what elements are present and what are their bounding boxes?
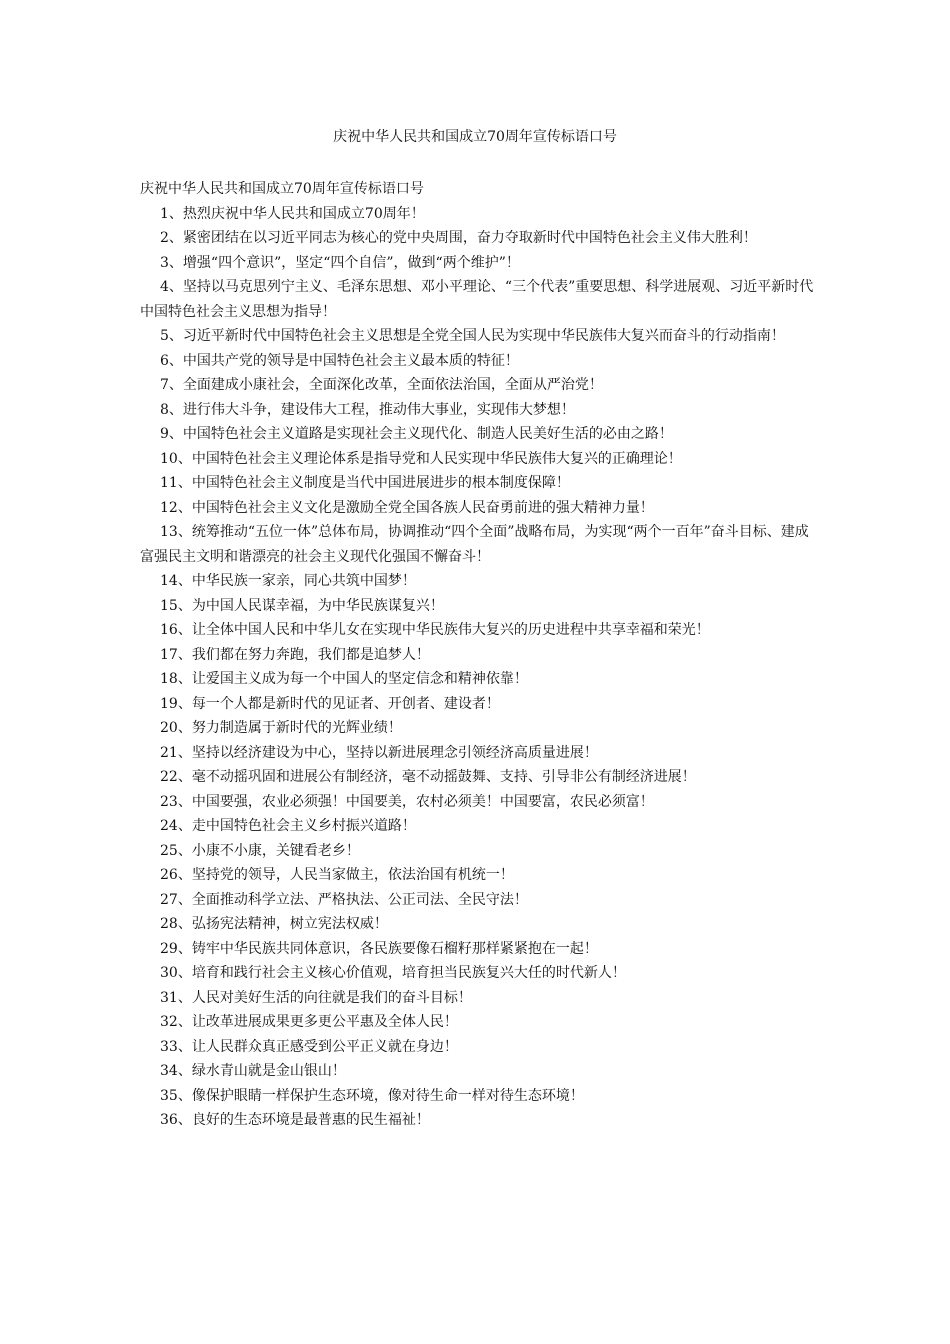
slogan-item: 10、中国特色社会主义理论体系是指导党和人民实现中华民族伟大复兴的正确理论！ (160, 450, 682, 467)
slogan-item: 11、中国特色社会主义制度是当代中国进展进步的根本制度保障！ (160, 475, 570, 491)
slogan-item: 22、毫不动摇巩固和进展公有制经济，毫不动摇鼓舞、支持、引导非公有制经济进展！ (160, 769, 696, 785)
slogan-list (140, 202, 820, 1133)
document-title: 庆祝中华人民共和国成立70周年宣传标语口号 (333, 129, 617, 145)
slogan-item: 13、统筹推动“五位一体”总体布局，协调推动“四个全面”战略布局，为实现“两个一百年”奋斗目标、建成富强民主文明和谐漂亮的社会主义现代化强国不懈奋斗！ (140, 524, 809, 565)
slogan-item: 20、努力制造属于新时代的光辉业绩！ (160, 720, 402, 736)
slogan-item: 26、坚持党的领导，人民当家做主，依法治国有机统一！ (160, 867, 514, 883)
slogan-item: 3、增强“四个意识”，坚定“四个自信”，做到“两个维护”！ (160, 254, 520, 271)
slogan-item: 1、热烈庆祝中华人民共和国成立70周年！ (160, 205, 425, 222)
slogan-item: 2、紧密团结在以习近平同志为核心的党中央周围，奋力夺取新时代中国特色社会主义伟大胜利！ (160, 230, 757, 246)
slogan-item: 17、我们都在努力奔跑，我们都是追梦人！ (160, 646, 430, 663)
document-body (140, 177, 820, 1133)
slogan-item: 19、每一个人都是新时代的见证者、开创者、建设者！ (160, 695, 500, 712)
slogan-item: 21、坚持以经济建设为中心，坚持以新进展理念引领经济高质量进展！ (160, 744, 598, 761)
slogan-item: 9、中国特色社会主义道路是实现社会主义现代化、制造人民美好生活的必由之路！ (160, 426, 673, 442)
slogan-item: 4、坚持以马克思列宁主义、毛泽东思想、邓小平理论、“三个代表”重要思想、科学进展观、习近平新时代中国特色社会主义思想为指导！ (140, 279, 814, 320)
slogan-item: 35、像保护眼睛一样保护生态环境，像对待生命一样对待生态环境！ (160, 1087, 584, 1104)
slogan-item: 34、绿水青山就是金山银山！ (160, 1063, 346, 1079)
slogan-item: 36、良好的生态环境是最普惠的民生福祉！ (160, 1112, 430, 1128)
slogan-item: 5、习近平新时代中国特色社会主义思想是全党全国人民为实现中华民族伟大复兴而奋斗的行动指南！ (160, 328, 785, 344)
slogan-item: 18、让爱国主义成为每一个中国人的坚定信念和精神依靠！ (160, 671, 528, 687)
slogan-item: 16、让全体中国人民和中华儿女在实现中华民族伟大复兴的历史进程中共享幸福和荣光！ (160, 622, 710, 638)
slogan-item: 27、全面推动科学立法、严格执法、公正司法、全民守法！ (160, 891, 528, 908)
document-subtitle: 庆祝中华人民共和国成立70周年宣传标语口号 (140, 181, 424, 197)
slogan-item: 15、为中国人民谋幸福，为中华民族谋复兴！ (160, 597, 444, 614)
slogan-item: 29、铸牢中华民族共同体意识，各民族要像石榴籽那样紧紧抱在一起！ (160, 940, 598, 957)
slogan-item: 30、培育和践行社会主义核心价值观，培育担当民族复兴大任的时代新人！ (160, 965, 626, 981)
slogan-item: 24、走中国特色社会主义乡村振兴道路！ (160, 818, 416, 834)
slogan-item: 33、让人民群众真正感受到公平正义就在身边！ (160, 1038, 458, 1055)
slogan-item: 12、中国特色社会主义文化是激励全党全国各族人民奋勇前进的强大精神力量！ (160, 499, 654, 516)
slogan-item: 23、中国要强，农业必须强！中国要美，农村必须美！中国要富，农民必须富！ (160, 793, 654, 810)
slogan-item: 14、中华民族一家亲，同心共筑中国梦！ (160, 573, 416, 589)
slogan-item: 7、全面建成小康社会，全面深化改革，全面依法治国，全面从严治党！ (160, 377, 603, 393)
slogan-item: 31、人民对美好生活的向往就是我们的奋斗目标！ (160, 989, 472, 1006)
slogan-item: 8、进行伟大斗争，建设伟大工程，推动伟大事业，实现伟大梦想！ (160, 401, 575, 418)
slogan-item: 28、弘扬宪法精神，树立宪法权威！ (160, 916, 388, 932)
slogan-item: 32、让改革进展成果更多更公平惠及全体人民！ (160, 1014, 458, 1030)
slogan-item: 6、中国共产党的领导是中国特色社会主义最本质的特征！ (160, 352, 519, 369)
slogan-item: 25、小康不小康，关键看老乡！ (160, 842, 360, 859)
